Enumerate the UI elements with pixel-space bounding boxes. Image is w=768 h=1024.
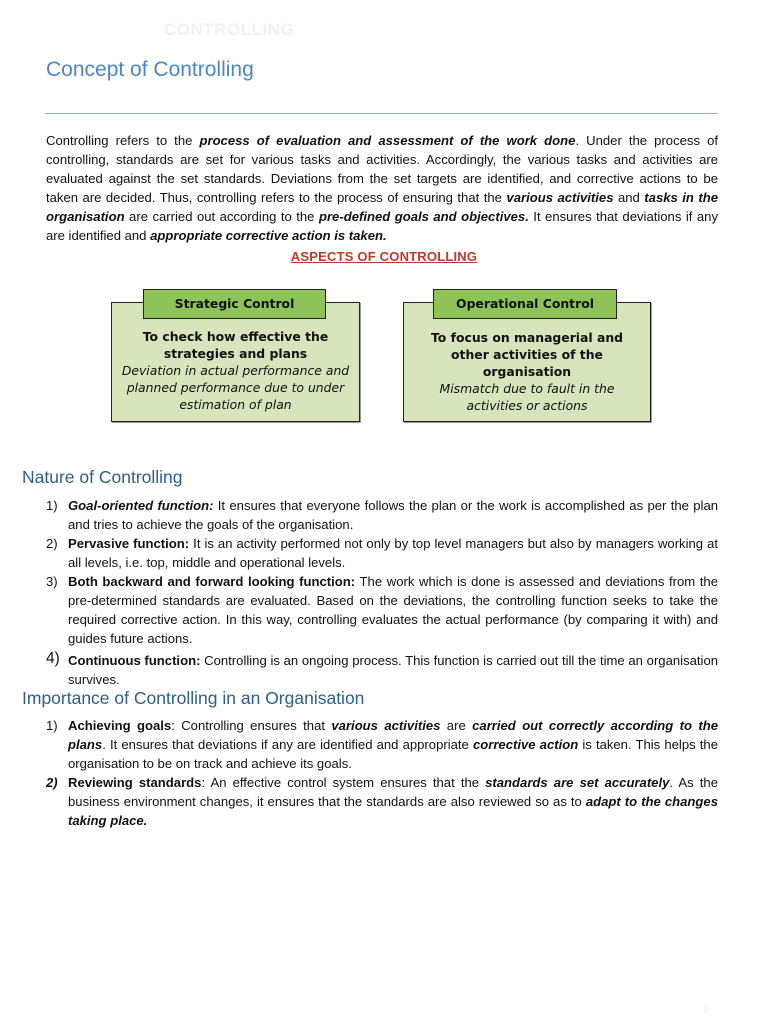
list-emphasis: adapt to the changes taking place. bbox=[68, 794, 718, 828]
intro-text-3: and bbox=[613, 190, 645, 205]
list-emphasis: standards are set accurately bbox=[485, 775, 670, 790]
list-text: : Controlling ensures that bbox=[171, 718, 332, 733]
list-term: Both backward and forward looking function: bbox=[68, 574, 356, 589]
list-text: Controlling is an ongoing process. This function is carried out till the time an organisation survives. bbox=[68, 653, 719, 687]
list-text: It is an activity performed not only by top level managers but also by managers working at all levels, i.e. top, middle and operational levels. bbox=[68, 536, 718, 570]
operational-control-heading: To focus on managerial and other activities of the organisation bbox=[430, 330, 624, 379]
operational-control-tab: Operational Control bbox=[433, 289, 617, 319]
list-term: Goal-oriented function: bbox=[68, 498, 214, 513]
intro-paragraph bbox=[46, 131, 718, 245]
intro-text-1: Controlling refers to the bbox=[46, 133, 200, 148]
intro-emphasis-2: various activities bbox=[506, 190, 614, 205]
list-term: Reviewing standards bbox=[68, 775, 202, 790]
list-item bbox=[22, 572, 718, 648]
nature-heading: Nature of Controlling bbox=[22, 467, 183, 487]
list-emphasis: carried out correctly according to the plans bbox=[68, 718, 718, 752]
list-text: . It ensures that deviations if any are identified and appropriate bbox=[102, 737, 473, 752]
list-term: Continuous function: bbox=[68, 653, 201, 668]
header-watermark: CONTROLLING bbox=[164, 20, 295, 39]
list-emphasis: corrective action bbox=[472, 737, 579, 752]
page-title: Concept of Controlling bbox=[46, 58, 254, 81]
list-item bbox=[22, 651, 718, 689]
list-text: . As the business environment changes, it ensures that the standards are also reviewed so as to bbox=[68, 775, 718, 809]
list-number: 2) bbox=[46, 775, 58, 790]
operational-control-box bbox=[403, 302, 651, 422]
list-emphasis: various activities bbox=[331, 718, 441, 733]
list-item bbox=[22, 773, 718, 830]
list-text: is taken. This helps the organisation to be on track and achieve its goals. bbox=[68, 737, 718, 771]
importance-heading: Importance of Controlling in an Organisation bbox=[22, 688, 365, 708]
aspects-heading-text: ASPECTS OF CONTROLLING bbox=[290, 249, 478, 264]
strategic-control-detail: Deviation in actual performance and planned performance due to under estimation of plan bbox=[121, 363, 350, 412]
list-item bbox=[22, 534, 718, 572]
page-number: 1 bbox=[702, 1004, 708, 1014]
list-number: 3) bbox=[46, 574, 58, 589]
strategic-control-heading: To check how effective the strategies and plans bbox=[142, 329, 329, 361]
title-divider bbox=[45, 113, 718, 114]
intro-text-5: It ensures that deviations if any are identified and bbox=[46, 209, 718, 243]
operational-control-detail: Mismatch due to fault in the activities or actions bbox=[439, 381, 615, 413]
importance-list bbox=[22, 716, 718, 830]
intro-emphasis-4: pre-defined goals and objectives. bbox=[318, 209, 529, 224]
aspects-heading bbox=[0, 248, 768, 266]
list-number: 1) bbox=[46, 498, 58, 513]
list-term: Pervasive function: bbox=[68, 536, 190, 551]
list-term: Achieving goals bbox=[68, 718, 172, 733]
list-number: 2) bbox=[46, 536, 58, 551]
list-text: are bbox=[440, 718, 473, 733]
intro-text-2: . Under the process of controlling, standards are set for various tasks and activities. Accordingly, the various tasks and activities are evaluated against the set standards. Deviations from the set targets are identified, and corrective actions to be taken are decided. Thus, controlling refers to the process of ensuring that the bbox=[46, 133, 718, 205]
strategic-control-tab: Strategic Control bbox=[143, 289, 326, 319]
intro-text-4: are carried out according to the bbox=[124, 209, 319, 224]
list-text: It ensures that everyone follows the plan or the work is accomplished as per the plan and tries to achieve the goals of the organisation. bbox=[68, 498, 719, 532]
list-text: : An effective control system ensures that the bbox=[201, 775, 486, 790]
list-item bbox=[22, 716, 718, 773]
list-number: 1) bbox=[46, 718, 58, 733]
list-item bbox=[22, 496, 718, 534]
list-number: 4) bbox=[46, 650, 60, 667]
intro-emphasis-3: tasks in the organisation bbox=[46, 190, 719, 224]
list-text: The work which is done is assessed and deviations from the pre-determined standards are evaluated. Based on the deviations, the controlling function seeks to take the required corrective action. In this way, controlling evaluates the actual performance (by comparing it with) and guides future actions. bbox=[68, 574, 718, 646]
intro-emphasis-1: process of evaluation and assessment of the work done bbox=[199, 133, 576, 148]
intro-emphasis-5: appropriate corrective action is taken. bbox=[150, 228, 387, 243]
strategic-control-box bbox=[111, 302, 360, 422]
nature-list bbox=[22, 496, 718, 689]
